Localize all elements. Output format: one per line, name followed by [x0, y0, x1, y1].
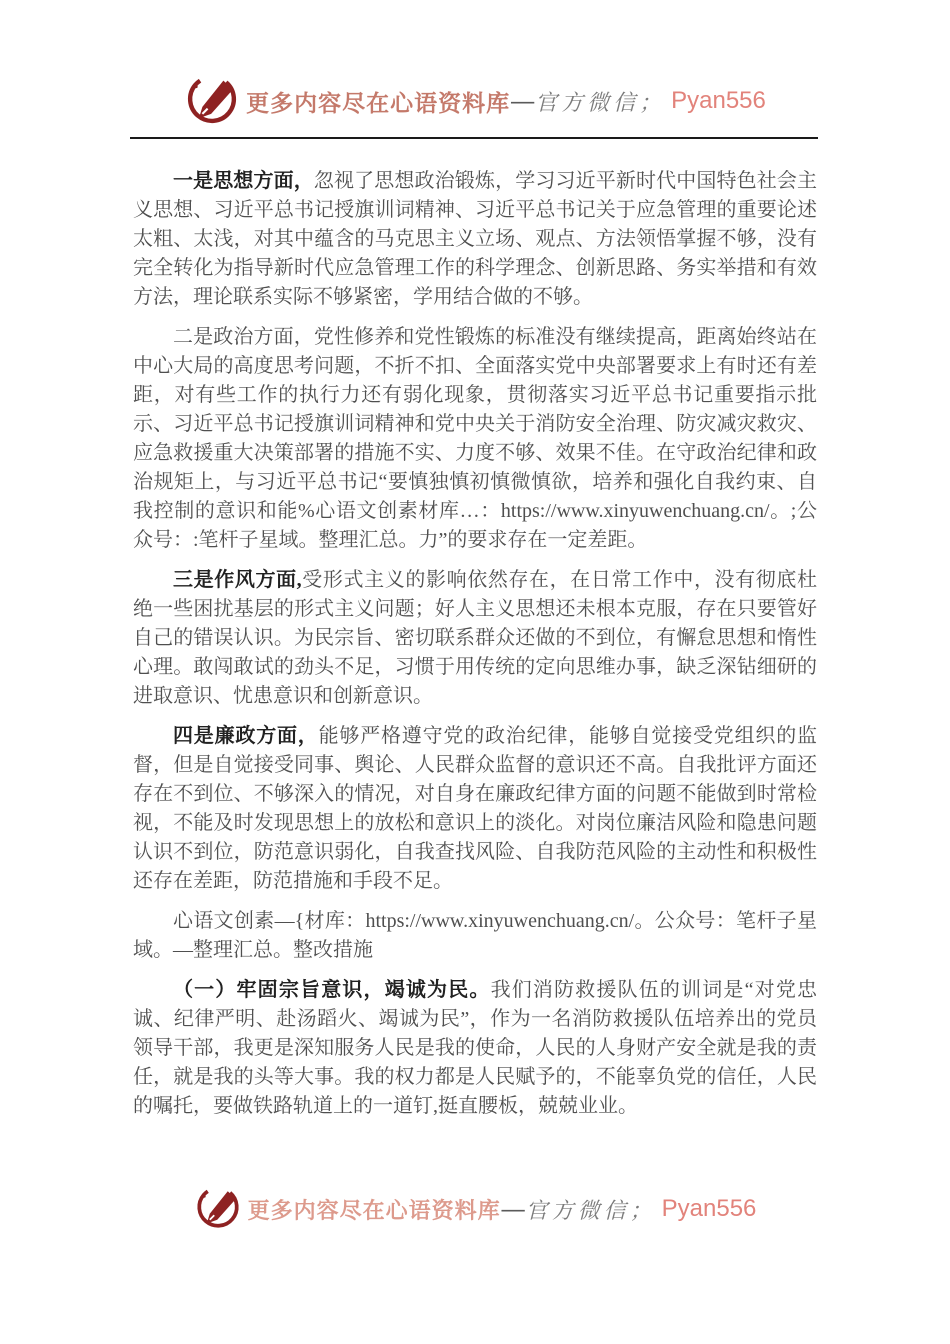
header-brand-text: 更多内容尽在心语资料库	[246, 90, 511, 116]
paragraph-lead: 三是作风方面,	[173, 569, 302, 591]
paragraph-thought-aspect	[133, 167, 817, 312]
pen-circle-logo-icon	[194, 1183, 242, 1236]
paragraph-rectification-measure-1	[133, 976, 817, 1121]
paragraph-lead: 四是廉政方面，	[173, 725, 319, 747]
footer-dash: —	[501, 1196, 525, 1221]
paragraph-integrity-aspect	[133, 722, 817, 896]
paragraph-text: 忽视了思想政治锻炼，学习习近平新时代中国特色社会主义思想、习近平总书记授旗训词精神、习近平总书记关于应急管理的重要论述太粗、太浅，对其中蕴含的马克思主义立场、观点、方法领悟掌握不够，没有完全转化为指导新时代应急管理工作的科学理念、创新思路、务实举措和有效方法，理论联系实际不够紧密，学用结合做的不够。	[133, 170, 818, 308]
paragraph-text: 受形式主义的影响依然存在，在日常工作中，没有彻底杜绝一些困扰基层的形式主义问题；好人主义思想还未根本克服，存在只要管好自己的错误认识。为民宗旨、密切联系群众还做的不到位，有懈怠思想和惰性心理。敢闯敢试的劲头不足，习惯于用传统的定向思维办事，缺乏深钻细研的进取意识、忧患意识和创新意识。	[133, 569, 818, 707]
paragraph-political-aspect	[133, 323, 817, 555]
paragraph-watermark-note	[133, 907, 817, 965]
paragraph-lead: 一是思想方面，	[173, 170, 314, 192]
pen-circle-logo-icon	[184, 71, 240, 132]
paragraph-workstyle-aspect	[133, 566, 817, 711]
paragraph-text: 我们消防救援队伍的训词是“对党忠诚、纪律严明、赴汤蹈火、竭诚为民”，作为一名消防救援队伍培养出的党员领导干部，我更是深知服务人民是我的使命，人民的人身财产安全就是我的责任，就是我的头等大事。我的权力都是人民赋予的，不能辜负党的信任，人民的嘱托，要做铁路轨道上的一道钉,挺直腰板，兢兢业业。	[133, 979, 817, 1117]
header-wechat-label: 官方微信；	[535, 89, 666, 115]
footer-brand-row	[130, 1184, 820, 1234]
header-brand-row	[130, 70, 820, 132]
header-dash: —	[511, 88, 535, 113]
paragraph-text: 二是政治方面，党性修养和党性锻炼的标准没有继续提高，距离始终站在中心大局的高度思考问题，不折不扣、全面落实党中央部署要求上有时还有差距，对有些工作的执行力还有弱化现象，贯彻落实习近平总书记重要指示批示、习近平总书记授旗训词精神和党中央关于消防安全治理、防灾减灾救灾、应急救援重大决策部署的措施不实、力度不够、效果不佳。在守政治纪律和政治规矩上，与习近平总书记“要慎独慎初慎微慎欲，培养和强化自我约束、自我控制的意识和能%心语文创素材库…：https://www.xinyuwenchuang.cn/。;公众号：:笔杆子星域。整理汇总。力”的要求存在一定差距。	[133, 326, 817, 551]
paragraph-lead: （一）牢固宗旨意识，竭诚为民。	[173, 979, 491, 1001]
paragraph-text: 心语文创素—{材库：https://www.xinyuwenchuang.cn/。公众号：笔杆子星域。—整理汇总。整改措施	[133, 910, 817, 961]
footer-wechat-id: Pyan556	[661, 1195, 757, 1222]
header-separator-rule	[130, 137, 818, 139]
footer-brand-text: 更多内容尽在心语资料库	[247, 1197, 501, 1223]
document-body	[133, 167, 817, 1132]
footer-wechat-label: 官方微信；	[525, 1197, 656, 1223]
paragraph-text: 能够严格遵守党的政治纪律，能够自觉接受党组织的监督，但是自觉接受同事、舆论、人民群众监督的意识还不高。自我批评方面还存在不到位、不够深入的情况，对自身在廉政纪律方面的问题不能做到时常检视，不能及时发现思想上的放松和意识上的淡化。对岗位廉洁风险和隐患问题认识不到位，防范意识弱化，自我查找风险、自我防范风险的主动性和积极性还存在差距，防范措施和手段不足。	[133, 725, 818, 892]
header-wechat-id: Pyan556	[671, 87, 766, 114]
